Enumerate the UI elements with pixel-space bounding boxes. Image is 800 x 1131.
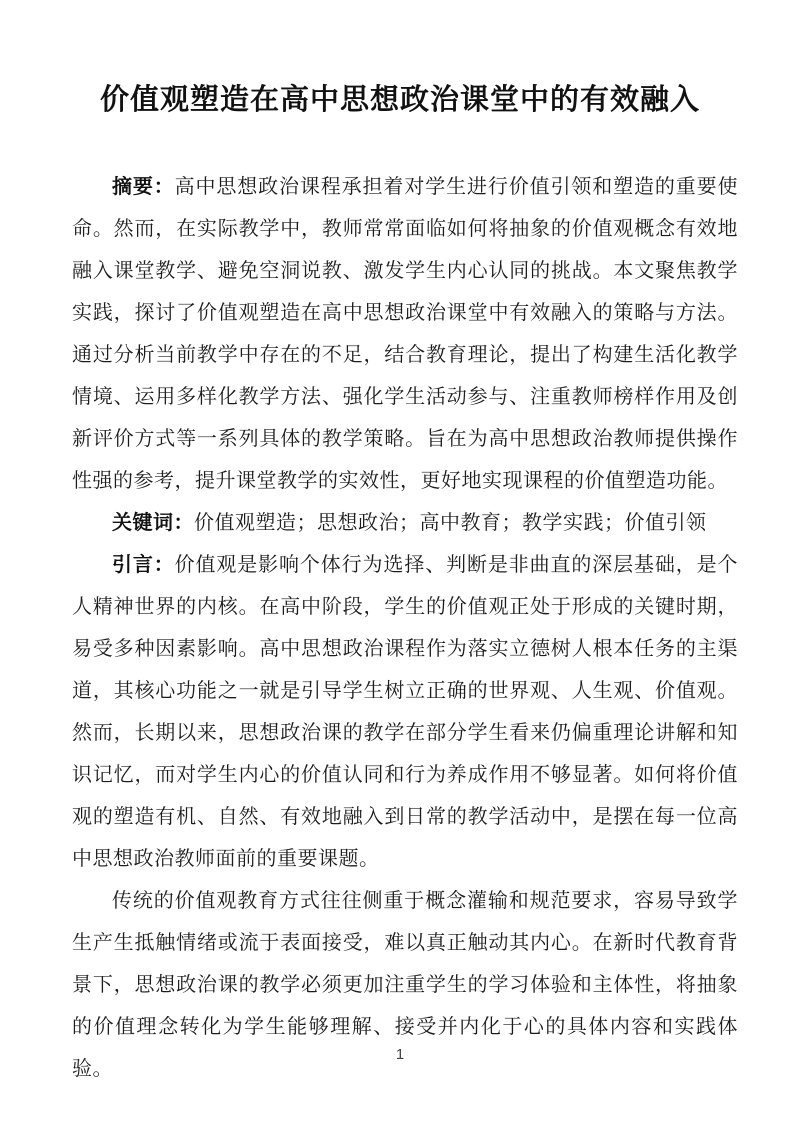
keywords-text: 价值观塑造；思想政治；高中教育；教学实践；价值引领: [194, 512, 707, 534]
body-paragraph-text: 传统的价值观教育方式往往侧重于概念灌输和规范要求，容易导致学生产生抵触情绪或流于表面接受，难以真正触动其内心。在新时代教育背景下，思想政治课的教学必须更加注重学生的学习体验和主体性，将抽象的价值理念转化为学生能够理解、接受并内化于心的具体内容和实践体验。: [72, 890, 738, 1080]
introduction-label: 引言：: [112, 554, 175, 576]
document-body: [0, 120, 800, 1090]
keywords-label: 关键词：: [112, 512, 194, 534]
page-number: 1: [395, 1046, 405, 1063]
introduction-text: 价值观是影响个体行为选择、判断是非曲直的深层基础，是个人精神世界的内核。在高中阶段，学生的价值观正处于形成的关键时期，易受多种因素影响。高中思想政治课程作为落实立德树人根本任务的主渠道，其核心功能之一就是引导学生树立正确的世界观、人生观、价值观。然而，长期以来，思想政治课的教学在部分学生看来仍偏重理论讲解和知识记忆，而对学生内心的价值认同和行为养成作用不够显著。如何将价值观的塑造有机、自然、有效地融入到日常的教学活动中，是摆在每一位高中思想政治教师面前的重要课题。: [72, 554, 739, 870]
paper-title: 价值观塑造在高中思想政治课堂中的有效融入: [99, 84, 700, 116]
abstract-text: 高中思想政治课程承担着对学生进行价值引领和塑造的重要使命。然而，在实际教学中，教师常常面临如何将抽象的价值观概念有效地融入课堂教学、避免空洞说教、激发学生内心认同的挑战。本文聚焦教学实践，探讨了价值观塑造在高中思想政治课堂中有效融入的策略与方法。通过分析当前教学中存在的不足，结合教育理论，提出了构建生活化教学情境、运用多样化教学方法、强化学生活动参与、注重教师榜样作用及创新评价方式等一系列具体的教学策略。旨在为高中思想政治教师提供操作性强的参考，提升课堂教学的实效性，更好地实现课程的价值塑造功能。: [72, 176, 739, 492]
abstract-label: 摘要：: [112, 176, 175, 198]
abstract-paragraph: [72, 166, 738, 502]
keywords-paragraph: [72, 502, 738, 544]
introduction-paragraph: [72, 544, 738, 880]
